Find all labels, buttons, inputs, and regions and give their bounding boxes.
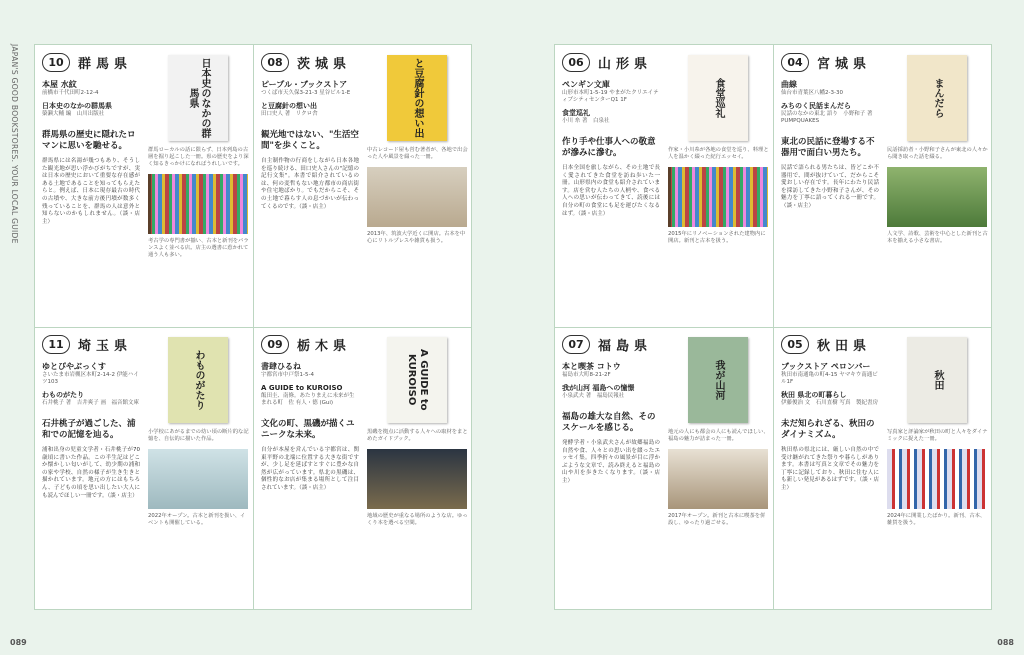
shop-name: ゆとぴやぶっくす [42,362,106,371]
entry-number: 10 [42,53,70,72]
book-caption: 写真家と評論家が秋田の町と人々をダイナミックに捉えた一冊。 [887,429,988,442]
page-number-left: 089 [10,638,27,647]
headline: 福島の雄大な自然、そのスケールを感じる。 [562,412,656,433]
body-text: 民話で語られる男たちは、皆どこか不器用で、間が抜けていて、だからこそ愛おしい存在です。長年にわたり民話を採訪してきた小野和子さんが、その魅力を丁寧に語ってくれる一冊です。（談・店主） [781,165,879,209]
book-author: 石井桃子 著 吉井爽子 画 福音館文庫 [42,400,139,406]
shop-caption: 2015年にリノベーションされた建物内に開店。新刊と古本を扱う。 [668,231,766,244]
entry-yamagata [562,53,769,325]
shop-name: 曲線 [781,80,797,89]
prefecture-name: 秋田県 [817,338,872,354]
shop-photo [148,174,248,234]
book-title: 我が山河 福島への憧憬 [562,384,635,392]
entry-number: 11 [42,335,70,354]
book-cover [688,337,748,423]
book-caption: 群馬ローカルの話に限らず、日本列島の古層を掘り起こした一冊。県の歴史をより深く知るきっかけになればうれしいです。 [148,147,249,167]
book-cover [907,55,967,141]
headline: 作り手や仕事人への敬意が滲みに滲む。 [562,137,656,158]
prefecture-name: 埼玉県 [78,338,133,354]
book-caption: 中古レコード屋も営む著者が、各地で出会った人や風景を綴った一冊。 [367,147,468,160]
shop-address: 福島市大町8-21-2F [562,372,611,378]
book-title: と豆腐針の想い出 [261,102,317,110]
shop-name: 本と喫茶 コトウ [562,362,621,371]
book-caption: 民話採訪者・小野和子さんが東北の人々から聞き取った話を綴る。 [887,147,988,160]
body-text: 秋田県の県北には、厳しい自然の中で受け継がれてきた祭りや暮らしがあります。本書は写真と文章でその魅力を丁寧に記録しており、秋田に住む人にも新しい発見があるはずです。（談・店主） [781,447,879,491]
entry-miyagi [781,53,988,325]
headline: 石井桃子が過ごした、浦和での記憶を辿る。 [42,419,136,440]
cover-title: まんだら [932,78,943,118]
prefecture-name: 群馬県 [78,56,133,72]
entry-number: 09 [261,335,289,354]
shop-caption: 2022年オープン。古本と新刊を扱い、イベントも開催している。 [148,513,246,526]
shop-address: 山形市本町1-5-19 やまがたクリエイティブシティセンターQ1 1F [562,90,659,103]
shop-photo [887,167,987,227]
book-author: 簗瀬大輔 編 山川出版社 [42,111,105,117]
entry-number: 07 [562,335,590,354]
book-cover [907,337,967,423]
shop-photo [668,449,768,509]
cover-title: 秋田 [932,370,943,390]
prefecture-name: 福島県 [598,338,653,354]
headline: 東北の民話に登場する不器用で面白い男たち。 [781,137,875,158]
cover-title: 食堂巡礼 [713,78,724,118]
shop-caption: 人文学、詩歌、芸術を中心とした新刊と古本を揃える小さな書店。 [887,231,988,244]
entry-tochigi [261,335,468,607]
shop-address: さいたま市岩槻区本町2-14-2 伊能ハイツ103 [42,372,139,385]
shop-address: つくば市天久保3-21-3 星谷ビル1-E [261,90,351,96]
cover-title: 我が山河 [713,360,724,400]
book-cover [688,55,748,141]
entry-number: 08 [261,53,289,72]
prefecture-name: 茨城県 [297,56,352,72]
book-cover [168,337,228,423]
prefecture-name: 山形県 [598,56,653,72]
shop-name: ピープル・ブックストア [261,80,348,89]
shop-address: 前橋市千代田町2-12-4 [42,90,99,96]
entry-number: 04 [781,53,809,72]
entry-fukushima [562,335,769,607]
book-title: A GUIDE to KUROISO [261,384,343,392]
book-title: 秋田 県北の町暮らし [781,391,847,399]
shop-address: 仙台市青葉区八幡2-3-30 [781,90,843,96]
book-title: 食堂巡礼 [562,109,590,117]
book-caption: 地元の人にも都会の人にも読んでほしい、福島の魅力が詰まった一冊。 [668,429,769,442]
shop-caption: 2017年オープン。新刊と古本に喫茶を併設し、ゆったり過ごせる。 [668,513,766,526]
book-author: 田口史人 著 リクロ舎 [261,111,318,117]
headline: 観光地ではない、"生活空間"を歩くこと。 [261,130,359,151]
book-cover [168,55,228,141]
book-author: 飯田圭、南條。あたりまえに未来が生まれる町 佐 有人・德 (Gui) [261,393,355,406]
shop-address: 宇都宮市中戸祭1-5-4 [261,372,314,378]
book-author: 小川 糸 著 白泉社 [562,118,610,124]
right-page [554,44,992,610]
spine-title: JAPAN'S GOOD BOOKSTORES. YOUR LOCAL GUIDE [10,44,19,244]
headline: 群馬県の歴史に隠れたロマンに思いを馳せる。 [42,130,136,151]
shop-photo [887,449,987,509]
entry-akita [781,335,988,607]
prefecture-name: 栃木県 [297,338,352,354]
book-author: 伊藤俊治 文 石川直樹 写真 製紀書房 [781,400,878,406]
shop-caption: 2024年に開業したばかり。新刊、古本、雑貨を扱う。 [887,513,986,526]
prefecture-name: 宮城県 [817,56,872,72]
shop-name: ブックストア ペロンパー [781,362,871,371]
book-caption: 作家・小川糸が各地の食堂を巡り、料理と人を温かく綴った紀行エッセイ。 [668,147,769,160]
entry-gunma [42,53,249,325]
shop-caption: 2013年、筑波大学近くに開店。古本を中心にリトルプレスや雑貨も扱う。 [367,231,466,244]
cover-title: A GUIDE to KUROISO [406,349,429,411]
shop-name: 本屋 水紋 [42,80,77,89]
body-text: 浦和出身の児童文学者・石井桃子が70歳頃に書いた作品。この半生記はどこか懐かしい匂いがして、幼少期の浦和の家や学校、自然の様子が生き生きと描かれています。地元の方にはもちろん、子どもの頃を思い出したい大人にも読んでほしい一冊です。（談・店主） [42,447,140,499]
headline: 文化の町、黒磯が描くユニークな未来。 [261,419,355,440]
shop-name: ペンギン文庫 [562,80,610,89]
cover-title: と豆腐針の想い出 [412,58,423,138]
cover-title: 日本史のなかの群馬県 [187,58,210,138]
body-text: 自主制作物の行商をしながら日本各地を巡り続ける、田口史人さんの"記憶の記行文集"。本書で紹介されているのは、何の変哲もない地方都市の商店街や住宅地ばかり。でもだからこそ、その土地で暮らす人の息づかいが伝わってくるのです。（談・店主） [261,158,359,210]
body-text: 発酵学者・小泉武夫さんが故郷福島の自然や食、人々との思い出を綴ったエッセイ集。四季折々の風景が目に浮かぶような文章で、読み終えると福島の山や川を歩きたくなります。（談・店主） [562,440,660,484]
book-cover [387,337,447,423]
book-title: わものがたり [42,391,84,399]
entry-number: 05 [781,335,809,354]
shop-photo [367,449,467,509]
page-number-right: 088 [997,638,1014,647]
entry-saitama [42,335,249,607]
cover-title: わものがたり [193,350,204,410]
shop-caption: 考古学の専門書が揃い、古本と新刊をバランスよく並べる店。店主の選書に惹かれて通う人も多い。 [148,238,249,258]
book-title: みちのく民話まんだら [781,102,851,110]
book-caption: 黒磯を拠点に活動する人々への取材をまとめたガイドブック。 [367,429,468,442]
body-text: 日本全国を旅しながら、その土地で長く愛されてきた食堂を訪ね歩いた一冊。山形県内の食堂も紹介されています。店を営む人たちの人柄や、食べる人への思いが伝わってきて、読後には自分の町の食堂にも足を運びたくなるはず。（談・店主） [562,165,660,217]
entry-number: 06 [562,53,590,72]
shop-caption: 地域の歴史が重なる場所のような店。ゆっくり本を選べる空間。 [367,513,468,526]
shop-photo [367,167,467,227]
book-author: 民話のなかの東北 語り 小野和子 著 PUMPQUAKES [781,111,879,124]
shop-address: 秋田市南通亀の町4-15 ヤマキウ南通ビル1F [781,372,878,385]
shop-name: 書肆ひるね [261,362,301,371]
shop-photo [668,167,768,227]
left-page [34,44,472,610]
entry-ibaraki [261,53,468,325]
book-author: 小泉武夫 著 福島民報社 [562,393,625,399]
book-title: 日本史のなかの群馬県 [42,102,112,110]
body-text: 自分が本屋を営んでいる宇都宮は、関東平野の北端に位置する大きな街ですが、少し足を延ばすとすぐに豊かな自然が広がっています。県北の黒磯は、個性的なお店が集まる場所として注目されています。（談・店主） [261,447,359,491]
headline: 未だ知られざる、秋田のダイナミズム。 [781,419,875,440]
shop-photo [148,449,248,509]
book-caption: 小学校にあがるまでの幼い頃の断片的な記憶を、自伝的に描いた作品。 [148,429,249,442]
body-text: 群馬県には名湯が幾つもあり、そうした観光地が思い浮かびがちですが、実は日本の歴史において重要な存在感がある土地であることを知ってもらえたらと。例えば、日本に現存最古の時代の古墳や、大きな前方後円墳が数多く残っていることを、群馬の人は意外と知らないのかもしれません。（談・店主） [42,158,140,225]
book-cover [387,55,447,141]
